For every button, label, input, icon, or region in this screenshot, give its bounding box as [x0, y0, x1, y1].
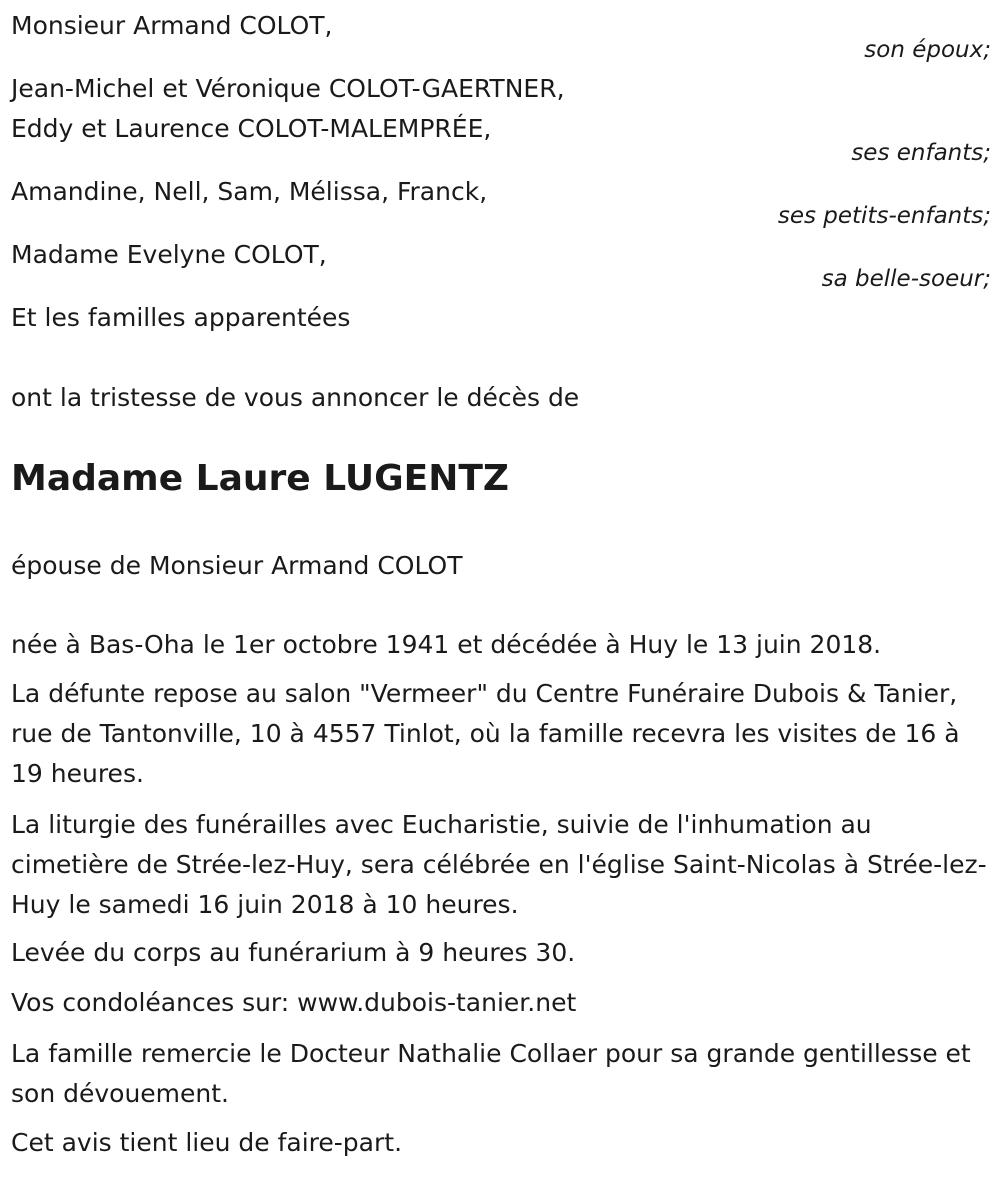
condolences-paragraph: Vos condoléances sur: www.dubois-tanier.net	[11, 988, 577, 1017]
sister-in-law-role: sa belle-soeur;	[821, 266, 991, 292]
grandchildren-line: Amandine, Nell, Sam, Mélissa, Franck,	[11, 177, 488, 206]
children-role: ses enfants;	[851, 140, 991, 166]
sister-in-law-line: Madame Evelyne COLOT,	[11, 240, 327, 269]
deceased-name: Madame Laure LUGENTZ	[11, 458, 510, 499]
deceased-relation: épouse de Monsieur Armand COLOT	[11, 551, 463, 580]
liturgy-paragraph: La liturgie des funérailles avec Eucharistie, suivie de l'inhumation au cimetière de Strée-lez-Huy, sera célébrée en l'église Saint-Nicolas à Strée-lez-Huy le samedi 16 juin 2018 à 10 heures.	[11, 810, 987, 919]
repose-paragraph: La défunte repose au salon "Vermeer" du Centre Funéraire Dubois & Tanier, rue de Tantonville, 10 à 4557 Tinlot, où la famille recevra les visites de 16 à 19 heures.	[11, 679, 960, 788]
spouse-role: son époux;	[864, 37, 991, 63]
spouse-line: Monsieur Armand COLOT,	[11, 11, 333, 40]
children-line-1: Jean-Michel et Véronique COLOT-GAERTNER,	[11, 74, 565, 103]
relatives-line: Et les familles apparentées	[11, 303, 351, 332]
levee-paragraph: Levée du corps au funérarium à 9 heures 30.	[11, 938, 576, 967]
grandchildren-role: ses petits-enfants;	[777, 203, 991, 229]
birth-death-paragraph: née à Bas-Oha le 1er octobre 1941 et décédée à Huy le 13 juin 2018.	[11, 630, 882, 659]
children-line-2: Eddy et Laurence COLOT-MALEMPRÉE,	[11, 114, 492, 143]
announcement-line: ont la tristesse de vous annoncer le décès de	[11, 383, 580, 412]
notice-paragraph: Cet avis tient lieu de faire-part.	[11, 1128, 403, 1157]
thanks-paragraph: La famille remercie le Docteur Nathalie Collaer pour sa grande gentillesse et son dévouement.	[11, 1039, 971, 1108]
